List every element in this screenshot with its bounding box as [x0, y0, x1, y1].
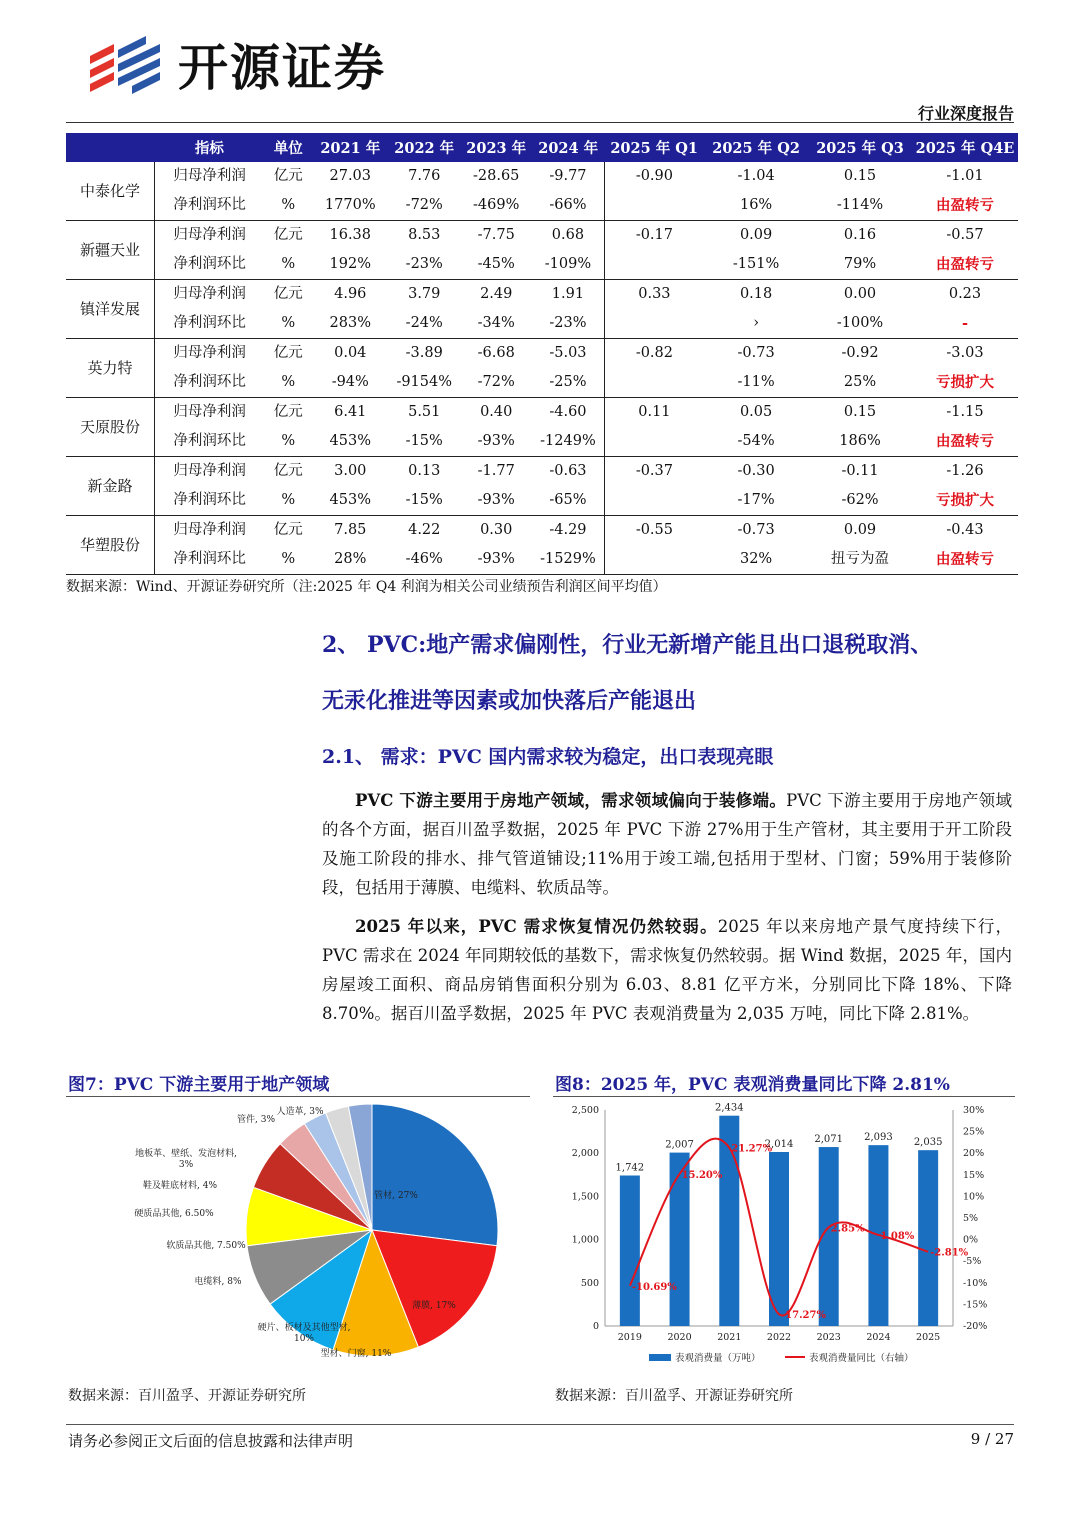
table-cell: 亿元	[273, 286, 303, 302]
table-header-blank	[66, 133, 154, 162]
table-cell: -15%	[388, 427, 460, 457]
table-cell: -11%	[704, 368, 808, 398]
table-cell: 7.76	[408, 168, 441, 184]
table-cell: 0.33	[638, 286, 671, 302]
table-cell: 6.41	[334, 404, 367, 420]
right-axis-tick-label: 0%	[963, 1234, 979, 1246]
table-cell: -93%	[460, 427, 532, 457]
table-cell: 0.30	[480, 522, 513, 538]
table-cell: 0.11	[638, 404, 671, 420]
pie-slice-label: 薄膜, 17%	[412, 1301, 456, 1311]
table-cell: 4.22	[408, 522, 441, 538]
left-axis-tick-label: 2,000	[571, 1148, 599, 1160]
pie-slice-label: 软质品其他, 7.50%	[166, 1241, 246, 1251]
logo-mark-icon	[88, 36, 164, 96]
table-row	[66, 368, 1018, 398]
table-header-cell: 2025 年 Q1	[604, 133, 704, 162]
table-header-cell: 2025 年 Q4E	[912, 133, 1018, 162]
x-axis-tick-label: 2025	[916, 1332, 941, 1343]
pie-slice-label: 硬片、板材及其他型材, 10%	[257, 1323, 351, 1344]
pie-slice-label: 地板革、壁纸、发泡材料, 3%	[135, 1149, 237, 1170]
table-cell: -4.60	[532, 398, 604, 428]
table-cell: 0.23	[948, 286, 982, 302]
table-row	[66, 457, 1018, 487]
right-axis-tick-label: -10%	[963, 1277, 988, 1289]
table-cell: -25%	[532, 368, 604, 398]
table-cell: -3.89	[405, 345, 443, 361]
company-name-cell: 天原股份	[66, 398, 154, 457]
legend-bar-swatch	[649, 1354, 671, 1361]
bar-value-label: 2,035	[913, 1137, 943, 1149]
table-cell: -93%	[460, 545, 532, 575]
profit-table	[66, 133, 1018, 575]
table-cell: 净利润环比	[154, 309, 264, 339]
pie-slice-label: 型材、门窗, 11%	[320, 1349, 392, 1359]
table-header-cell: 2025 年 Q2	[704, 133, 808, 162]
table-header-cell: 2024 年	[532, 133, 604, 162]
table-cell: -24%	[388, 309, 460, 339]
table-cell: 0.16	[843, 227, 877, 243]
table-cell: 亿元	[273, 463, 303, 479]
table-cell: 亏损扩大	[912, 486, 1018, 516]
table-cell: -0.17	[635, 227, 673, 243]
pie-slice-label: 管件, 3%	[237, 1115, 275, 1125]
table-cell: ›	[704, 309, 808, 339]
table-cell: %	[264, 250, 312, 280]
table-cell: 453%	[312, 427, 388, 457]
table-cell: 归母净利润	[173, 286, 246, 302]
table-cell: 亿元	[273, 168, 303, 184]
fig7-pie-chart	[66, 1098, 530, 1380]
table-row	[66, 221, 1018, 251]
header-divider	[66, 122, 1014, 123]
line-value-label: 2.85%	[830, 1223, 865, 1235]
bar-value-label: 2,434	[714, 1102, 744, 1114]
table-cell: 净利润环比	[154, 191, 264, 221]
table-cell: -5.03	[532, 339, 604, 369]
pie-slice-label: 电缆料, 8%	[194, 1277, 242, 1287]
table-row	[66, 427, 1018, 457]
table-cell: 16%	[704, 191, 808, 221]
table-row	[66, 486, 1018, 516]
table-cell: -0.73	[737, 345, 775, 361]
bar	[918, 1150, 938, 1326]
table-cell: -62%	[808, 486, 912, 516]
table-cell: -0.92	[841, 345, 879, 361]
table-cell: -0.63	[532, 457, 604, 487]
table-row	[66, 545, 1018, 575]
fig7-title: 图7：PVC 下游主要用于地产领域	[68, 1075, 330, 1095]
table-cell: -	[912, 309, 1018, 339]
table-cell: %	[264, 427, 312, 457]
table-cell: 由盈转亏	[912, 191, 1018, 221]
table-cell: -3.03	[946, 345, 984, 361]
table-cell: -0.30	[737, 463, 775, 479]
table-cell: 亿元	[273, 227, 303, 243]
line-value-label: 15.20%	[681, 1169, 723, 1181]
table-cell: 亿元	[273, 404, 303, 420]
table-cell: 由盈转亏	[912, 427, 1018, 457]
paragraph-1-lead: PVC 下游主要用于房地产领域，需求领域偏向于装修端。	[355, 791, 787, 810]
table-cell: 2.49	[480, 286, 513, 302]
pie-slice-label: 人造革, 3%	[276, 1107, 324, 1117]
table-cell: 归母净利润	[173, 404, 246, 420]
table-cell	[604, 309, 704, 339]
pie-slice	[372, 1104, 498, 1246]
table-cell: 7.85	[334, 522, 367, 538]
table-cell: 0.00	[843, 286, 877, 302]
table-cell: %	[264, 309, 312, 339]
line-value-label: -17.27%	[781, 1310, 826, 1322]
table-cell: 283%	[312, 309, 388, 339]
table-cell: -34%	[460, 309, 532, 339]
table-header-cell: 单位	[264, 133, 312, 162]
x-axis-tick-label: 2024	[866, 1332, 891, 1343]
table-cell	[604, 250, 704, 280]
fig8-source-note: 数据来源：百川盈孚、开源证券研究所	[555, 1388, 793, 1404]
table-cell: %	[264, 486, 312, 516]
legend-line-label: 表观消费量同比（右轴）	[809, 1353, 914, 1364]
line-value-label: -2.81%	[930, 1247, 969, 1259]
table-cell: 32%	[704, 545, 808, 575]
subsection-heading: 2.1、 需求：PVC 国内需求较为稳定，出口表现亮眼	[322, 746, 774, 768]
table-cell: %	[264, 368, 312, 398]
table-cell: 净利润环比	[154, 486, 264, 516]
table-cell: 27.03	[329, 168, 372, 184]
pie-slice-label: 管材, 27%	[374, 1191, 418, 1201]
table-cell: -0.82	[635, 345, 673, 361]
table-cell: -46%	[388, 545, 460, 575]
fig8-title: 图8：2025 年，PVC 表观消费量同比下降 2.81%	[555, 1075, 950, 1095]
left-axis-tick-label: 1,000	[571, 1234, 599, 1246]
table-row	[66, 309, 1018, 339]
table-cell: %	[264, 191, 312, 221]
table-cell: -0.11	[841, 463, 879, 479]
left-axis-tick-label: 500	[580, 1277, 599, 1289]
right-axis-tick-label: 5%	[963, 1213, 979, 1224]
right-axis-tick-label: 20%	[963, 1148, 985, 1160]
table-cell: 扭亏为盈	[808, 545, 912, 575]
line-value-label: -10.69%	[631, 1281, 677, 1293]
table-cell: 0.15	[843, 404, 877, 420]
table-header-cell: 指标	[154, 133, 264, 162]
table-cell: -17%	[704, 486, 808, 516]
table-cell: -1.15	[946, 404, 984, 420]
line-value-label: 21.27%	[731, 1143, 773, 1155]
table-cell: -1249%	[532, 427, 604, 457]
fig8-combo-chart	[553, 1098, 1015, 1380]
page-number: 9 / 27	[970, 1430, 1014, 1448]
company-name-cell: 镇洋发展	[66, 280, 154, 339]
table-cell: -0.90	[635, 168, 673, 184]
footer-divider	[66, 1424, 1014, 1425]
right-axis-tick-label: -15%	[963, 1299, 988, 1311]
pie-slice-label: 硬质品其他, 6.50%	[134, 1209, 214, 1219]
company-name-cell: 华塑股份	[66, 516, 154, 575]
right-axis-tick-label: 30%	[963, 1105, 985, 1116]
bar-value-label: 1,742	[615, 1162, 645, 1174]
table-cell: -1.26	[946, 463, 984, 479]
table-cell: 4.96	[334, 286, 367, 302]
paragraph-2-lead: 2025 年以来，PVC 需求恢复情况仍然较弱。	[355, 917, 718, 936]
table-cell: 归母净利润	[173, 522, 246, 538]
paragraph-2-body: 2025 年以来房地产景气度持续下行，PVC 需求在 2024 年同期较低的基数下，需求恢复仍然较弱。据 Wind 数据，2025 年，国内房屋竣工面积、商品房销售面积分别为 6.03、8.81 亿平方米，分别同比下降 18%、下降 8.70%。据百川盈孚数据，2025 年 PVC 表观消费量为 2,035 万吨，同比下降 2.81%。	[322, 917, 1012, 1023]
paragraph-1-body: PVC 下游主要用于房地产领域的各个方面，据百川盈孚数据，2025 年 PVC 下游 27%用于生产管材，其主要用于开工阶段及施工阶段的排水、排气管道铺设;11%用于竣工端,包括用于型材、门窗；59%用于装修阶段，包括用于薄膜、电缆料、软质品等。	[322, 791, 1012, 897]
left-axis-tick-label: 0	[592, 1321, 599, 1332]
table-row	[66, 162, 1018, 191]
left-axis-tick-label: 1,500	[571, 1191, 599, 1203]
fig7-source-note: 数据来源：百川盈孚、开源证券研究所	[68, 1388, 306, 1404]
line-value-label: 1.08%	[880, 1230, 915, 1242]
table-cell: -1.77	[477, 463, 515, 479]
table-cell: 0.04	[334, 345, 367, 361]
x-axis-tick-label: 2023	[816, 1332, 841, 1343]
table-cell: 0.09	[739, 227, 773, 243]
table-cell: -109%	[532, 250, 604, 280]
table-cell: -9154%	[388, 368, 460, 398]
pie-slice-label: 鞋及鞋底材料, 4%	[143, 1181, 217, 1191]
table-cell: 0.13	[408, 463, 441, 479]
report-type-label: 行业深度报告	[917, 104, 1014, 123]
section-heading-line2: 无汞化推进等因素或加快落后产能退出	[322, 688, 697, 714]
table-cell: -0.57	[946, 227, 984, 243]
table-cell: 1.91	[532, 280, 604, 310]
table-cell: 净利润环比	[154, 250, 264, 280]
table-cell: -6.68	[477, 345, 515, 361]
company-name-cell: 新金路	[66, 457, 154, 516]
table-cell	[604, 427, 704, 457]
table-cell: 归母净利润	[173, 168, 246, 184]
table-cell: 由盈转亏	[912, 250, 1018, 280]
table-cell: -151%	[704, 250, 808, 280]
table-cell: 8.53	[408, 227, 441, 243]
table-cell: -9.77	[532, 162, 604, 191]
bar	[620, 1175, 640, 1326]
table-cell: 16.38	[329, 227, 372, 243]
table-row	[66, 191, 1018, 221]
table-cell: 亿元	[273, 345, 303, 361]
table-header-cell: 2021 年	[312, 133, 388, 162]
bar-value-label: 2,014	[764, 1138, 794, 1150]
paragraph-1	[322, 786, 1012, 902]
table-body	[66, 162, 1018, 575]
x-axis-tick-label: 2021	[717, 1332, 742, 1343]
table-cell: -93%	[460, 486, 532, 516]
table-cell: 453%	[312, 486, 388, 516]
table-cell: 186%	[808, 427, 912, 457]
table-cell: -1.04	[737, 168, 775, 184]
table-cell: -94%	[312, 368, 388, 398]
table-cell	[604, 486, 704, 516]
table-cell: 0.15	[843, 168, 877, 184]
table-cell: -0.43	[946, 522, 984, 538]
table-cell: -23%	[532, 309, 604, 339]
table-cell: -1529%	[532, 545, 604, 575]
table-cell: 25%	[808, 368, 912, 398]
table-cell: -23%	[388, 250, 460, 280]
x-axis-tick-label: 2022	[766, 1332, 792, 1343]
right-axis-tick-label: -20%	[963, 1321, 988, 1332]
table-cell: 0.68	[532, 221, 604, 251]
table-header-cell: 2022 年	[388, 133, 460, 162]
table-cell: 亏损扩大	[912, 368, 1018, 398]
table-cell: -100%	[808, 309, 912, 339]
table-row	[66, 516, 1018, 546]
table-cell: 1770%	[312, 191, 388, 221]
table-cell: 净利润环比	[154, 427, 264, 457]
table-cell: 亿元	[273, 522, 303, 538]
bar-value-label: 2,093	[864, 1132, 893, 1144]
table-header-cell: 2023 年	[460, 133, 532, 162]
table-cell: -15%	[388, 486, 460, 516]
right-axis-tick-label: -5%	[963, 1256, 982, 1268]
table-cell: -45%	[460, 250, 532, 280]
fig7-title-rule	[66, 1096, 530, 1097]
table-cell: -0.55	[635, 522, 673, 538]
table-cell: %	[264, 545, 312, 575]
company-name-cell: 中泰化学	[66, 162, 154, 221]
table-cell: 192%	[312, 250, 388, 280]
table-row	[66, 398, 1018, 428]
table-cell: -66%	[532, 191, 604, 221]
company-name-cell: 新疆天业	[66, 221, 154, 280]
right-axis-tick-label: 15%	[963, 1169, 985, 1181]
table-cell: -65%	[532, 486, 604, 516]
table-cell: 归母净利润	[173, 345, 246, 361]
table-cell: -0.37	[635, 463, 673, 479]
table-cell: -7.75	[477, 227, 515, 243]
table-cell: -4.29	[532, 516, 604, 546]
right-axis-tick-label: 25%	[963, 1126, 985, 1138]
table-cell: 净利润环比	[154, 368, 264, 398]
table-cell: -0.73	[737, 522, 775, 538]
table-cell: 79%	[808, 250, 912, 280]
x-axis-tick-label: 2020	[667, 1332, 692, 1343]
table-cell: -28.65	[473, 168, 520, 184]
logo-text: 开源证券	[178, 39, 386, 97]
table-cell: 0.09	[843, 522, 877, 538]
table-cell: -72%	[388, 191, 460, 221]
x-axis-tick-label: 2019	[617, 1332, 642, 1343]
company-name-cell: 英力特	[66, 339, 154, 398]
table-cell: 0.05	[739, 404, 773, 420]
table-cell: -114%	[808, 191, 912, 221]
right-axis-tick-label: 10%	[963, 1191, 985, 1203]
bar-value-label: 2,071	[814, 1134, 844, 1146]
table-cell: 0.18	[739, 286, 773, 302]
table-row	[66, 250, 1018, 280]
table-row	[66, 280, 1018, 310]
table-cell: -469%	[460, 191, 532, 221]
paragraph-2	[322, 912, 1012, 1028]
table-cell: -1.01	[946, 168, 984, 184]
table-cell: 5.51	[408, 404, 441, 420]
table-cell	[604, 191, 704, 221]
table-cell: 3.00	[334, 463, 367, 479]
bar-value-label: 2,007	[665, 1139, 694, 1151]
table-cell	[604, 545, 704, 575]
table-cell: 3.79	[408, 286, 441, 302]
table-cell: 归母净利润	[173, 463, 246, 479]
table-cell: -72%	[460, 368, 532, 398]
footer-disclaimer: 请务必参阅正文后面的信息披露和法律声明	[68, 1432, 354, 1450]
table-cell: 净利润环比	[154, 545, 264, 575]
table-header-cell: 2025 年 Q3	[808, 133, 912, 162]
table-cell	[604, 368, 704, 398]
section-heading-line1: 2、 PVC:地产需求偏刚性，行业无新增产能且出口退税取消、	[322, 632, 933, 658]
table-cell: 28%	[312, 545, 388, 575]
legend-bar-label: 表观消费量（万吨）	[675, 1353, 761, 1364]
table-cell: -54%	[704, 427, 808, 457]
table-header-row	[66, 133, 1018, 162]
table-cell: 归母净利润	[173, 227, 246, 243]
table-source-note: 数据来源：Wind、开源证券研究所（注:2025 年 Q4 利润为相关公司业绩预告利润区间平均值）	[66, 579, 667, 595]
table-cell: 0.40	[480, 404, 513, 420]
table-cell: 由盈转亏	[912, 545, 1018, 575]
left-axis-tick-label: 2,500	[571, 1105, 599, 1116]
table-row	[66, 339, 1018, 369]
fig8-title-rule	[553, 1096, 1015, 1097]
